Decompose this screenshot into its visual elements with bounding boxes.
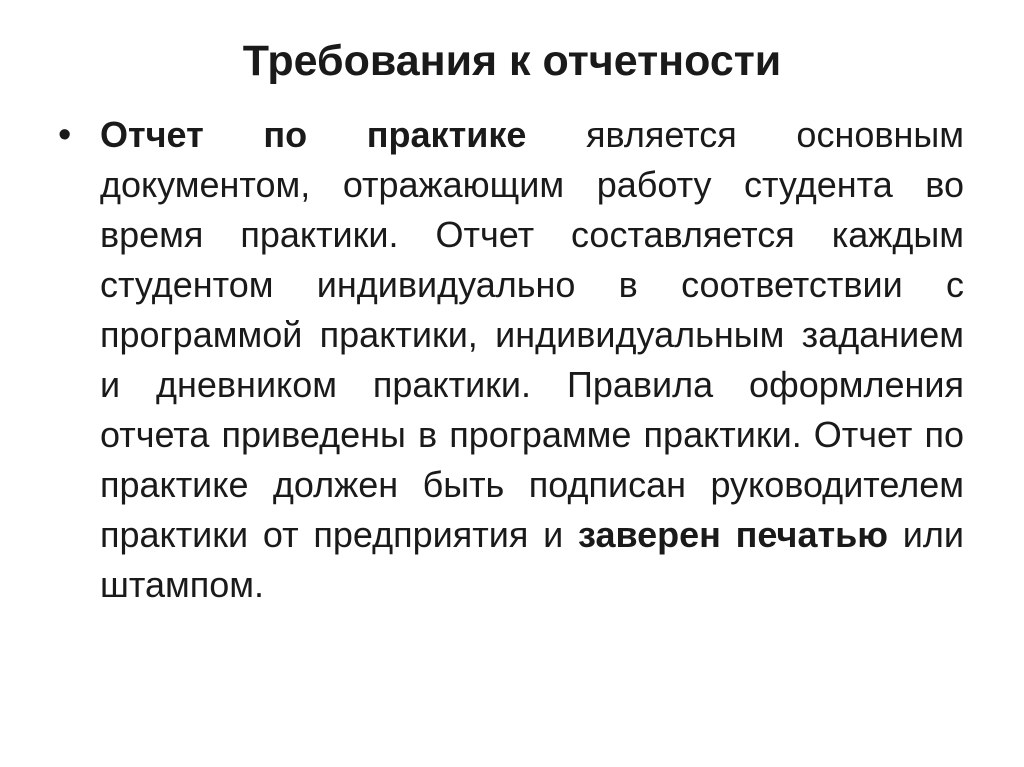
bullet-marker: •	[58, 114, 72, 156]
bullet-tail-text: или штампом.	[100, 514, 964, 605]
bullet-body-text: является основным документом, отражающим работу студента во время практики. Отчет составляется каждым студентом индивидуально в соответствии с программой практики, индивидуальным заданием и дневником практики. Правила оформления отчета приведены в программе практики. Отчет по практике должен быть подписан руководителем практики от предприятия и	[100, 114, 964, 555]
bullet-paragraph	[100, 110, 964, 610]
bullet-lead-bold: Отчет по практике	[100, 114, 527, 155]
slide-title: Требования к отчетности	[242, 37, 782, 85]
bullet-emphasis-bold: заверен печатью	[578, 514, 888, 555]
